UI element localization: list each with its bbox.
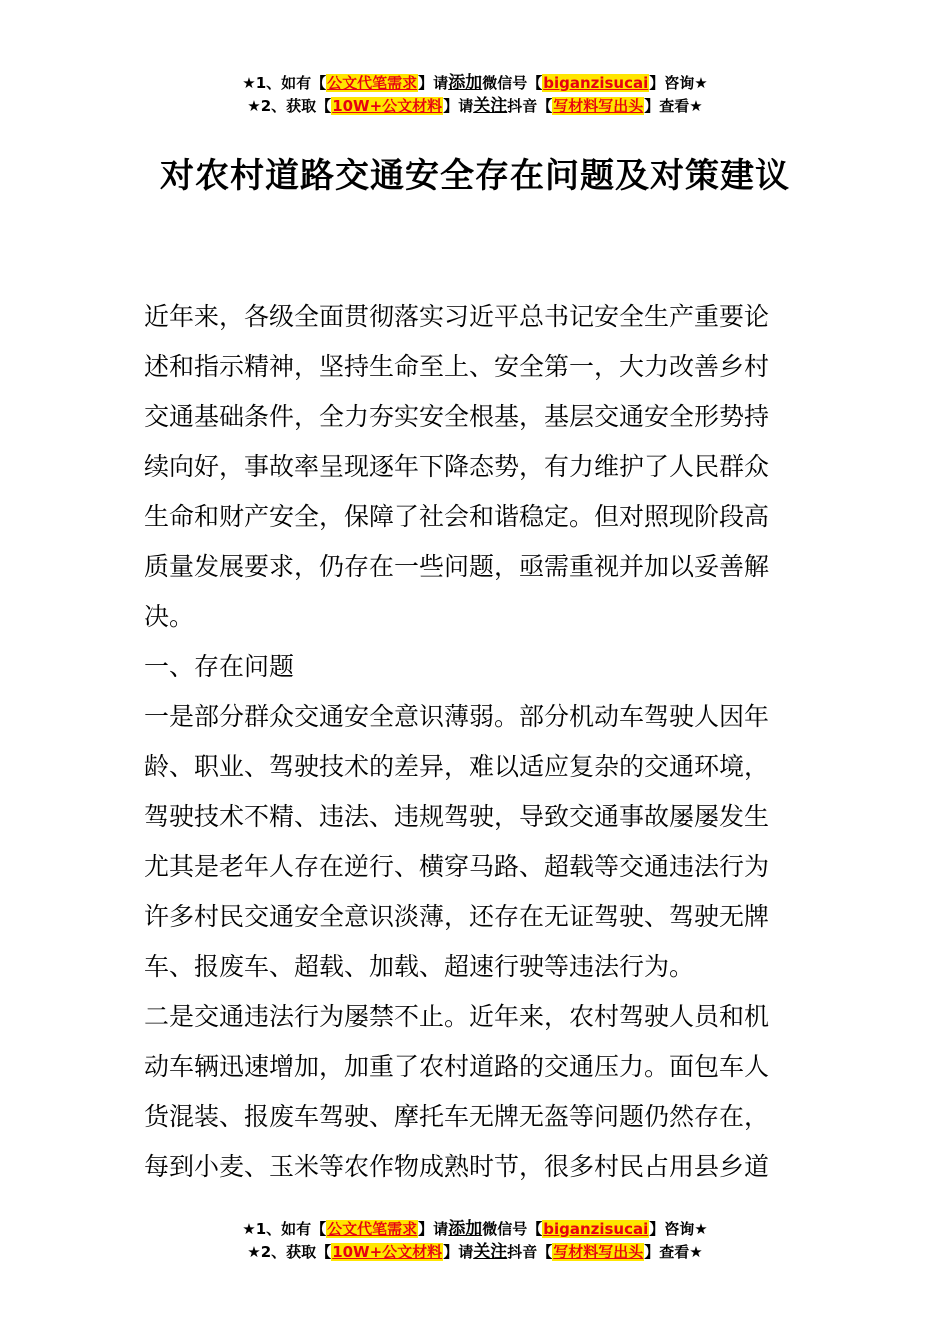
bottom-banner <box>0 1218 950 1264</box>
banner-line-2: ★2、获取【10W+公文材料】请关注抖音【写材料写出头】查看★ <box>247 1242 703 1262</box>
body-line: 质量发展要求，仍存在一些问题，亟需重视并加以妥善解 <box>144 552 770 581</box>
body-line: 车、报废车、超载、加载、超速行驶等违法行为。 <box>144 952 695 981</box>
body-line: 近年来，各级全面贯彻落实习近平总书记安全生产重要论 <box>144 302 770 331</box>
banner-line-1: ★1、如有【公文代笔需求】请添加微信号【biganzisucai】咨询★ <box>242 73 708 93</box>
section-heading: 一、存在问题 <box>144 652 295 681</box>
body-line: 许多村民交通安全意识淡薄，还存在无证驾驶、驾驶无牌 <box>144 902 770 931</box>
body-line: 货混装、报废车驾驶、摩托车无牌无盔等问题仍然存在， <box>144 1102 770 1131</box>
body-line: 决。 <box>144 602 195 631</box>
body-line: 尤其是老年人存在逆行、横穿马路、超载等交通违法行为 <box>144 852 770 881</box>
body-line: 每到小麦、玉米等农作物成熟时节，很多村民占用县乡道 <box>144 1152 770 1181</box>
body-line: 续向好，事故率呈现逐年下降态势，有力维护了人民群众 <box>144 452 770 481</box>
highlight-douyin: 写材料写出头 <box>553 97 644 115</box>
highlight-wechat-id: biganzisucai <box>543 1220 649 1238</box>
body-line: 一是部分群众交通安全意识薄弱。部分机动车驾驶人因年 <box>144 702 770 731</box>
body-line: 动车辆迅速增加，加重了农村道路的交通压力。面包车人 <box>144 1052 770 1081</box>
body-line: 驾驶技术不精、违法、违规驾驶，导致交通事故屡屡发生 <box>144 802 770 831</box>
body-line: 交通基础条件，全力夯实安全根基，基层交通安全形势持 <box>144 402 770 431</box>
highlight-materials: 10W+公文材料 <box>332 97 443 115</box>
body-line: 二是交通违法行为屡禁不止。近年来，农村驾驶人员和机 <box>144 1002 770 1031</box>
top-banner <box>0 72 950 118</box>
body-line: 生命和财产安全，保障了社会和谐稳定。但对照现阶段高 <box>144 502 770 531</box>
body-line: 述和指示精神，坚持生命至上、安全第一，大力改善乡村 <box>144 352 770 381</box>
body-line: 龄、职业、驾驶技术的差异，难以适应复杂的交通环境， <box>144 752 770 781</box>
document-body <box>144 292 808 1192</box>
highlight-wechat-id: biganzisucai <box>543 74 649 92</box>
document-title: 对农村道路交通安全存在问题及对策建议 <box>160 156 790 196</box>
highlight-service: 公文代笔需求 <box>327 74 418 92</box>
highlight-service: 公文代笔需求 <box>327 1220 418 1238</box>
banner-line-1: ★1、如有【公文代笔需求】请添加微信号【biganzisucai】咨询★ <box>242 1219 708 1239</box>
banner-line-2: ★2、获取【10W+公文材料】请关注抖音【写材料写出头】查看★ <box>247 96 703 116</box>
highlight-douyin: 写材料写出头 <box>553 1243 644 1261</box>
highlight-materials: 10W+公文材料 <box>332 1243 443 1261</box>
